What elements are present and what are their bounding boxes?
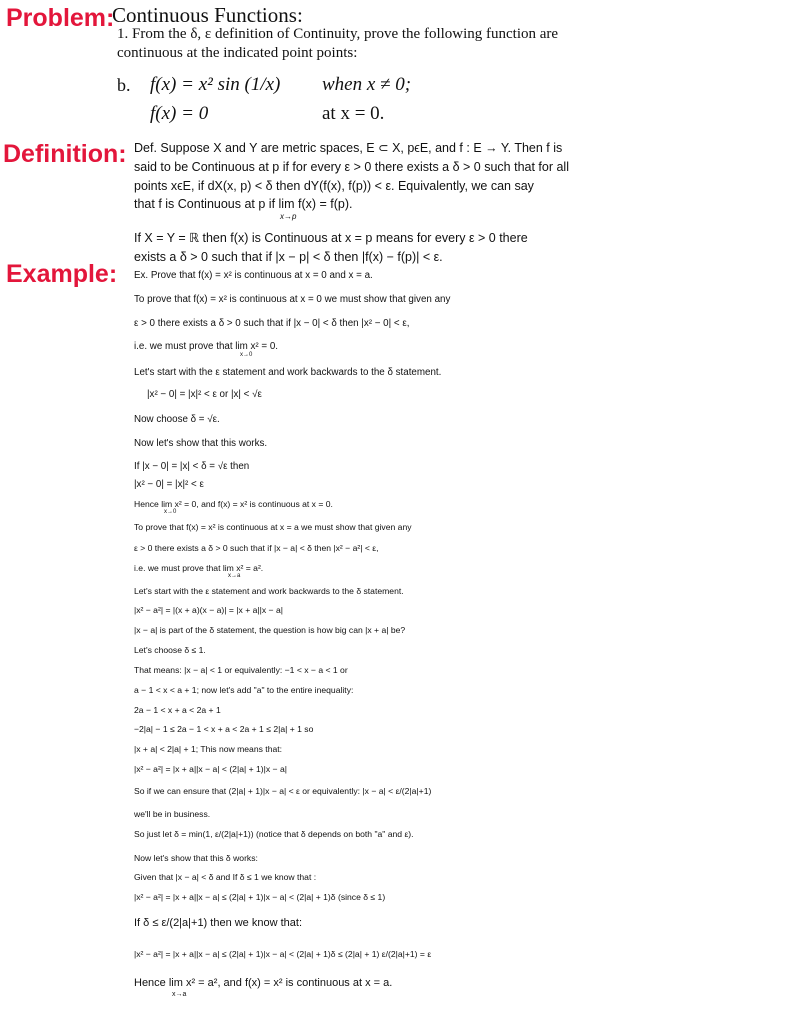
example-line-30: |x² − a²| = |x + a||x − a| ≤ (2|a| + 1)|x − a| < (2|a| + 1)δ (since δ ≤ 1): [134, 892, 386, 902]
example-line-10: |x² − 0| = |x|² < ε: [134, 479, 204, 490]
example-line-5: Let's start with the ε statement and work backwards to the δ statement.: [134, 367, 442, 378]
example-line-6: |x² − 0| = |x|² < ε or |x| < √ε: [147, 389, 262, 400]
example-line-15: Let's start with the ε statement and work backwards to the δ statement.: [134, 586, 404, 596]
problem-item-line-2: continuous at the indicated point points:: [117, 45, 358, 61]
example-line-29: Given that |x − a| < δ and If δ ≤ 1 we know that :: [134, 872, 317, 882]
example-line-17: |x − a| is part of the δ statement, the question is how big can |x + a| be?: [134, 625, 406, 635]
example-line-3: ε > 0 there exists a δ > 0 such that if |x − 0| < δ then |x² − 0| < ε,: [134, 318, 410, 329]
definition-line-3: points xϵE, if dX(x, p) < δ then dY(f(x), f(p)) < ε. Equivalently, we can say: [134, 179, 534, 193]
example-line-9: If |x − 0| = |x| < δ = √ε then: [134, 461, 250, 472]
example-lim-subscript-2: x→0: [164, 509, 177, 515]
example-line-22: −2|a| − 1 ≤ 2a − 1 < x + a < 2a + 1 ≤ 2|a| + 1 so: [134, 724, 314, 734]
problem-condition-2: at x = 0.: [322, 103, 385, 124]
example-line-19: That means: |x − a| < 1 or equivalently: −1 < x − a < 1 or: [134, 665, 348, 675]
problem-function-line-2: f(x) = 0: [150, 103, 209, 124]
definition-line-5: If X = Y = ℝ then f(x) is Continuous at x = p means for every ε > 0 there: [134, 231, 528, 245]
definition-line-6: exists a δ > 0 such that if |x − p| < δ then |f(x) − f(p)| < ε.: [134, 250, 443, 264]
example-line-12: To prove that f(x) = x² is continuous at x = a we must show that given any: [134, 522, 412, 532]
definition-line-2: said to be Continuous at p if for every ε > 0 there exists a δ > 0 such that for all: [134, 160, 569, 174]
example-line-4: i.e. we must prove that lim x² = 0.: [134, 341, 279, 352]
example-line-24: |x² − a²| = |x + a||x − a| < (2|a| + 1)|x − a|: [134, 764, 287, 774]
problem-b-label: b.: [117, 75, 131, 95]
example-line-32: |x² − a²| = |x + a||x − a| ≤ (2|a| + 1)|x − a| < (2|a| + 1)δ ≤ (2|a| + 1) ε/(2|a|+1) = ε: [134, 949, 432, 959]
definition-line-4: that f is Continuous at p if lim f(x) = f(p).: [134, 197, 353, 211]
definition-label: Definition:: [3, 140, 127, 168]
example-line-26: we'll be in business.: [134, 809, 211, 819]
example-line-23: |x + a| < 2|a| + 1; This now means that:: [134, 744, 283, 754]
example-line-2: To prove that f(x) = x² is continuous at x = 0 we must show that given any: [134, 294, 451, 305]
definition-line-1: Def. Suppose X and Y are metric spaces, E ⊂ X, pϵE, and f : E → Y. Then f is: [134, 141, 563, 155]
example-line-28: Now let's show that this δ works:: [134, 853, 258, 863]
example-line-20: a − 1 < x < a + 1; now let's add "a" to the entire inequality:: [134, 685, 354, 695]
example-lim-subscript-1: x→0: [240, 352, 253, 358]
problem-item-line-1: 1. From the δ, ε definition of Continuity, prove the following function are: [117, 26, 559, 42]
problem-title: Continuous Functions:: [112, 3, 303, 27]
definition-lim-subscript: x→p: [280, 212, 297, 221]
example-lim-subscript-4: x→a: [172, 991, 187, 998]
example-line-8: Now let's show that this works.: [134, 438, 268, 449]
example-line-14: i.e. we must prove that lim x² = a².: [134, 563, 264, 573]
problem-condition-1: when x ≠ 0;: [322, 74, 412, 95]
example-line-18: Let's choose δ ≤ 1.: [134, 645, 206, 655]
example-line-27: So just let δ = min(1, ε/(2|a|+1)) (notice that δ depends on both "a" and ε).: [134, 829, 414, 839]
problem-label: Problem:: [6, 4, 115, 32]
example-line-33: Hence lim x² = a², and f(x) = x² is continuous at x = a.: [134, 977, 393, 989]
example-line-16: |x² − a²| = |(x + a)(x − a)| = |x + a||x − a|: [134, 605, 283, 615]
example-line-1: Ex. Prove that f(x) = x² is continuous at x = 0 and x = a.: [134, 270, 373, 281]
example-line-13: ε > 0 there exists a δ > 0 such that if |x − a| < δ then |x² − a²| < ε,: [134, 543, 379, 553]
example-line-21: 2a − 1 < x + a < 2a + 1: [134, 705, 221, 715]
example-line-11: Hence lim x² = 0, and f(x) = x² is continuous at x = 0.: [134, 499, 333, 509]
example-line-25: So if we can ensure that (2|a| + 1)|x − a| < ε or equivalently: |x − a| < ε/(2|a|+1): [134, 786, 432, 796]
example-line-7: Now choose δ = √ε.: [134, 414, 220, 425]
example-lim-subscript-3: x→a: [228, 573, 241, 579]
problem-function-line-1: f(x) = x² sin (1/x): [150, 74, 281, 95]
example-label: Example:: [6, 260, 118, 288]
example-line-31: If δ ≤ ε/(2|a|+1) then we know that:: [134, 917, 302, 929]
